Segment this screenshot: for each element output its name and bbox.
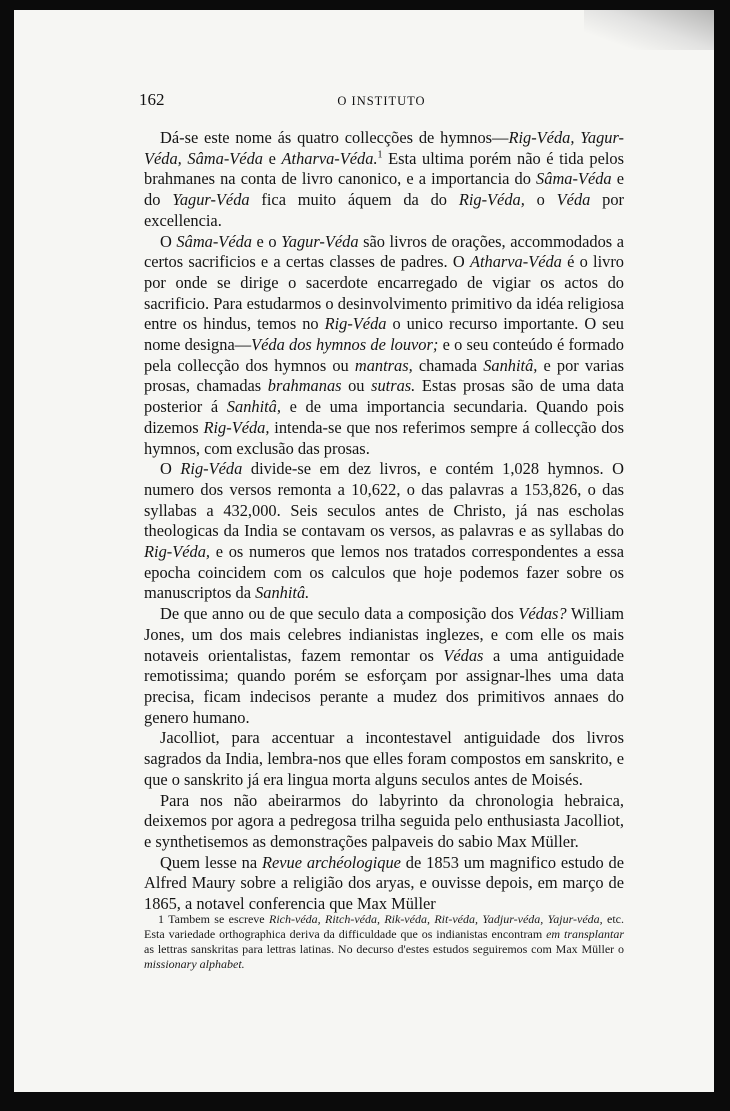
text-run: e do [144,169,625,210]
italic-run: Yagur-Véda, [144,128,624,168]
text-run: fica muito áquem da do [249,190,459,210]
text-run: etc. Esta variedade orthographica deriva da difficuldade que os indianistas encontram [144,912,624,941]
footnotes [144,912,624,972]
italic-run: Véda [556,190,591,210]
italic-run: Sâma-Véda [187,148,263,168]
italic-run: Rig-Véda [180,459,243,479]
italic-run: Rig-Véda, [144,542,210,562]
text-run: O [160,231,177,251]
page-header [139,90,624,112]
italic-run: Revue archéologique [261,852,401,872]
text-run: chamada [412,355,484,375]
paragraph [144,853,624,915]
italic-run: Sanhitâ, [483,355,538,375]
paragraph [144,604,624,728]
text-run: e [262,148,282,168]
text-run: de 1853 um magnifico estudo de Alfred Maury sobre a religião dos aryas, e ouvisse depois, em março de 1865, a notavel conferencia que Max Müller [144,852,624,914]
text-run: ou [341,376,372,396]
italic-run: Sanhitâ, [226,397,281,417]
scan-smudge [584,10,714,50]
italic-run: em transplantar [546,927,624,941]
footnote [144,912,624,972]
text-run: De que anno ou de que seculo data a composição dos [160,604,519,624]
page-number: 162 [139,90,165,109]
italic-run: Rig-Véda, [203,417,270,437]
text-run: as lettras sanskritas para lettras latinas. No decurso d'estes estudos seguiremos com Max Müller o [144,942,624,956]
italic-run: missionary alphabet. [144,957,245,971]
italic-run: Védas? [518,604,567,624]
italic-run: Sâma-Véda [536,169,612,189]
text-run: e por varias prosas, chamadas [144,355,624,396]
text-run: William Jones, um dos mais celebres indianistas inglezes, e com elle os mais notaveis orientalistas, fazem remontar os [144,604,624,665]
running-title: O INSTITUTO [337,94,426,108]
text-run: e o [251,231,282,251]
text-run: Jacolliot, para accentuar a incontestavel antiguidade dos livros sagrados da India, lembra-nos que elles foram compostos em sanskrito, e que o sanskrito já era lingua morta alguns seculos antes de Moisés. [144,728,624,789]
text-run: divide-se em dez livros, e contém 1,028 hymnos. O numero dos versos remonta a 10,622, o das palavras a 153,826, o das syllabas a 432,000. Seis seculos antes de Christo, já nas escholas theologicas da India se contavam os versos, as palavras e as syllabas do [144,459,625,541]
text-run: e os numeros que lemos nos tratados correspondentes a essa epocha coincidem com os calculos que hoje podemos fazer sobre os manuscriptos da [144,542,624,603]
italic-run: brahmanas [267,376,342,396]
italic-run: Yagur-Véda [281,231,359,251]
book-page [14,10,714,1092]
text-run: e de uma importancia secundaria. Quando pois dizemos [144,397,624,437]
text-run: Estas prosas são de uma data posterior á [144,376,625,417]
italic-run: Atharva-Véda. [281,148,378,168]
text-run: Dá-se este nome ás quatro collecções de hymnos— [160,128,509,147]
text-run: intenda-se que nos referimos sempre á collecção dos hymnos, com exclusão das prosas. [144,417,624,458]
paragraph [144,459,624,604]
italic-run: mantras, [354,355,413,375]
text-run: Esta ultima porém não é tida pelos brahmanes na conta de livro canonico, e a importancia do [144,148,624,189]
italic-run: Sanhitâ. [255,583,310,603]
text-run: e o seu conteúdo é formado pela collecção dos hymnos ou [144,335,624,375]
text-run: por excellencia. [144,190,625,230]
text-run: O [160,459,181,479]
paragraph [144,728,624,790]
text-run: é o livro por onde se dirige o sacerdote encarregado de vigiar os actos do sacrificio. Para estudarmos o desinvolvimento primitivo da idéa religiosa entre os hindus, temos no [144,252,624,334]
italic-run: Rig-Véda [324,314,387,334]
text-run: são livros de orações, accommodados a certos sacrificios e a certas classes de padres. O [144,231,625,272]
italic-run: sutras. [371,376,416,396]
text-run: Quem lesse na [160,852,262,872]
paragraph [144,791,624,853]
paragraph [144,232,624,460]
footnote-ref: 1 [377,149,383,161]
text-run: o [524,190,557,210]
text-run: a uma antiguidade remotissima; quando porém se esforçam por assignar-lhes uma data precisa, ficam indecisos perante a mudez dos primitivos annaes do genero humano. [144,645,624,727]
italic-run: Yagur-Véda [172,190,250,210]
italic-run: Védas [443,645,484,665]
paragraph [144,128,624,232]
text-run: Para nos não abeirarmos do labyrinto da chronologia hebraica, deixemos por agora a pedregosa trilha seguida pelo enthusiasta Jacolliot, e synthetisemos as demonstrações palpaveis do sabio Max Müller. [144,790,624,851]
italic-run: Atharva-Véda [469,252,562,272]
text-run: 1 Tambem se escreve [158,912,269,926]
italic-run: Rig-Véda, [508,128,575,147]
italic-run: Rich-véda, Ritch-véda, Rik-véda, Rit-véda, Yadjur-véda, Yajur-véda, [269,912,603,926]
italic-run: Rig-Véda, [458,190,525,210]
body-text [144,128,624,915]
italic-run: Véda dos hymnos de louvor; [251,335,439,355]
text-run: o unico recurso importante. O seu nome designa— [144,314,624,355]
italic-run: Sâma-Véda [176,231,252,251]
